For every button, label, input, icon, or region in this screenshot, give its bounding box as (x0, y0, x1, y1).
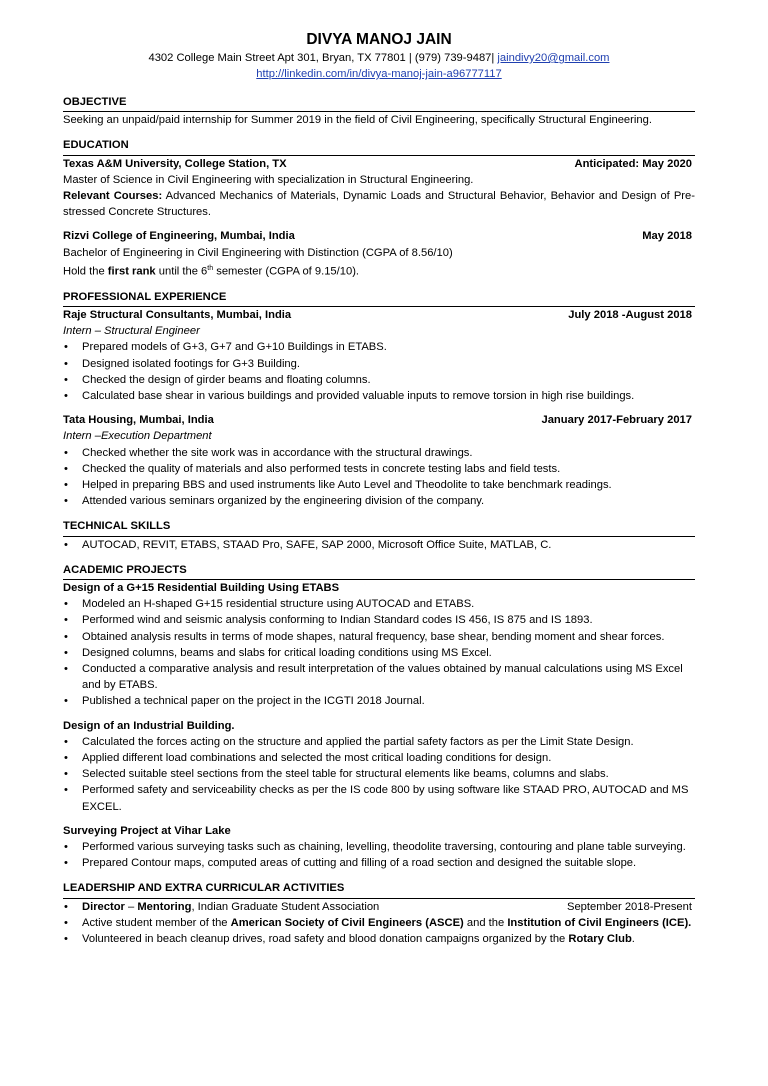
school-name: Texas A&M University, College Station, TX (63, 157, 287, 170)
candidate-name: DIVYA MANOJ JAIN (306, 31, 452, 48)
section-title-education: EDUCATION (63, 137, 695, 155)
degree-text: Bachelor of Engineering in Civil Engineering with Distinction (CGPA of 8.56/10) (63, 246, 453, 259)
rank-text-a: Hold the (63, 265, 108, 278)
volunteer-text-a: Volunteered in beach cleanup drives, road safety and blood donation campaigns organized by the (82, 933, 569, 946)
list-item: • AUTOCAD, REVIT, ETABS, STAAD Pro, SAFE, SAP 2000, Microsoft Office Suite, MATLAB, C. (63, 537, 695, 553)
linkedin-link[interactable]: http://linkedin.com/in/divya-manoj-jain-a96777117 (256, 68, 502, 80)
job-bullets (63, 339, 695, 404)
list-item: • Performed safety and serviceability checks as per the IS code 800 by using software like STAAD PRO, AUTOCAD and MS EXCEL. (63, 782, 695, 814)
section-title-projects: ACADEMIC PROJECTS (63, 562, 695, 580)
project-bullets (63, 839, 695, 871)
leadership-role: Director (82, 900, 125, 913)
relevant-courses (63, 188, 695, 220)
section-title-skills: TECHNICAL SKILLS (63, 518, 695, 536)
contact-line (63, 50, 695, 66)
list-item: • Prepared models of G+3, G+7 and G+10 Buildings in ETABS. (63, 339, 695, 355)
rank-text-c: until the 6 (155, 265, 208, 278)
list-item: • Calculated the forces acting on the structure and applied the partial safety factors as per the Limit State Design. (63, 734, 695, 750)
job-role: Intern –Execution Department (63, 430, 212, 443)
job-bullets (63, 445, 695, 510)
address-phone: 4302 College Main Street Apt 301, Bryan, TX 77801 | (979) 739-9487| (148, 52, 498, 64)
section-title-objective: OBJECTIVE (63, 94, 695, 112)
education-entry-header (63, 228, 695, 244)
rank-text (63, 261, 695, 280)
leadership-role-2: Mentoring (137, 900, 192, 913)
project-bullets (63, 734, 695, 815)
list-item: • Checked the design of girder beams and floating columns. (63, 372, 695, 388)
rank-text-d: semester (CGPA of 9.15/10). (213, 265, 360, 278)
membership-text-a: Active student member of the (82, 916, 231, 929)
list-item (63, 931, 695, 947)
membership-ice: Institution of Civil Engineers (ICE). (507, 916, 692, 929)
job-date: July 2018 -August 2018 (568, 308, 692, 321)
courses-label: Relevant Courses: (63, 190, 163, 203)
education-date: May 2018 (642, 230, 692, 243)
company-name: Tata Housing, Mumbai, India (63, 414, 214, 427)
company-name: Raje Structural Consultants, Mumbai, India (63, 308, 292, 321)
skills-bullets (63, 537, 695, 553)
job-header (63, 412, 695, 428)
list-item: • Published a technical paper on the project in the ICGTI 2018 Journal. (63, 693, 695, 709)
membership-text-c: and the (463, 916, 508, 929)
project-title: Design of a G+15 Residential Building Using ETABS (63, 582, 340, 595)
list-item: • Prepared Contour maps, computed areas of cutting and filling of a road section and designed the suitable slope. (63, 855, 695, 871)
list-item: • Conducted a comparative analysis and result interpretation of the values obtained by manual calculations using MS Excel and by ETABS. (63, 661, 695, 693)
education-date: Anticipated: May 2020 (574, 157, 692, 170)
project-bullets (63, 596, 695, 709)
list-item: • Checked the quality of materials and also performed tests in concrete testing labs and field tests. (63, 461, 695, 477)
section-title-experience: PROFESSIONAL EXPERIENCE (63, 289, 695, 307)
list-item: • Performed wind and seismic analysis conforming to Indian Standard codes IS 456, IS 875 and IS 1893. (63, 612, 695, 628)
rank-text-bold: first rank (107, 265, 156, 278)
list-item: • Modeled an H-shaped G+15 residential structure using AUTOCAD and ETABS. (63, 596, 695, 612)
rank-sup: th (207, 264, 214, 272)
project-title: Design of an Industrial Building. (63, 719, 235, 732)
job-date: January 2017-February 2017 (541, 414, 692, 427)
list-item: • Obtained analysis results in terms of mode shapes, natural frequency, base shear, bending moment and shear forces. (63, 629, 695, 645)
leadership-bullets (63, 899, 695, 948)
education-entry-header (63, 156, 695, 172)
list-item (63, 915, 695, 931)
objective-text: Seeking an unpaid/paid internship for Summer 2019 in the field of Civil Engineering, specifically Structural Engineering. (63, 114, 652, 127)
leadership-dash: – (124, 900, 138, 913)
membership-asce: American Society of Civil Engineers (ASCE) (230, 916, 464, 929)
list-item (63, 899, 695, 915)
list-item: • Calculated base shear in various buildings and provided valuable inputs to remove torsion in high rise buildings. (63, 388, 695, 404)
project-title: Surveying Project at Vihar Lake (63, 824, 231, 837)
list-item: • Designed columns, beams and slabs for critical loading conditions using MS Excel. (63, 645, 695, 661)
list-item: • Designed isolated footings for G+3 Building. (63, 356, 695, 372)
section-title-leadership: LEADERSHIP AND EXTRA CURRICULAR ACTIVITIES (63, 880, 695, 898)
list-item: • Checked whether the site work was in accordance with the structural drawings. (63, 445, 695, 461)
list-item: • Attended various seminars organized by the engineering division of the company. (63, 493, 695, 509)
resume-header (63, 30, 695, 82)
list-item: • Applied different load combinations and selected the most critical loading conditions for design. (63, 750, 695, 766)
job-role: Intern – Structural Engineer (63, 325, 200, 338)
list-item: • Performed various surveying tasks such as chaining, levelling, theodolite traversing, contouring and plane table surveying. (63, 839, 695, 855)
volunteer-text-c: . (631, 933, 635, 946)
job-header (63, 307, 695, 323)
resume-page (63, 30, 695, 947)
list-item: • Helped in preparing BBS and used instruments like Auto Level and Theodolite to take benchmark readings. (63, 477, 695, 493)
email-link[interactable]: jaindivy20@gmail.com (497, 52, 610, 64)
school-name: Rizvi College of Engineering, Mumbai, India (63, 230, 295, 243)
list-item: • Selected suitable steel sections from the steel table for structural elements like beams, columns and slabs. (63, 766, 695, 782)
leadership-date: September 2018-Present (566, 900, 692, 913)
volunteer-rotary: Rotary Club (568, 933, 632, 946)
leadership-org: , Indian Graduate Student Association (191, 900, 380, 913)
degree-text: Master of Science in Civil Engineering with specialization in Structural Engineering. (63, 173, 474, 186)
courses-text: Advanced Mechanics of Materials, Dynamic Loads and Structural Behavior, Behavior and Design of Pre-stressed Concrete Structures. (63, 190, 695, 219)
